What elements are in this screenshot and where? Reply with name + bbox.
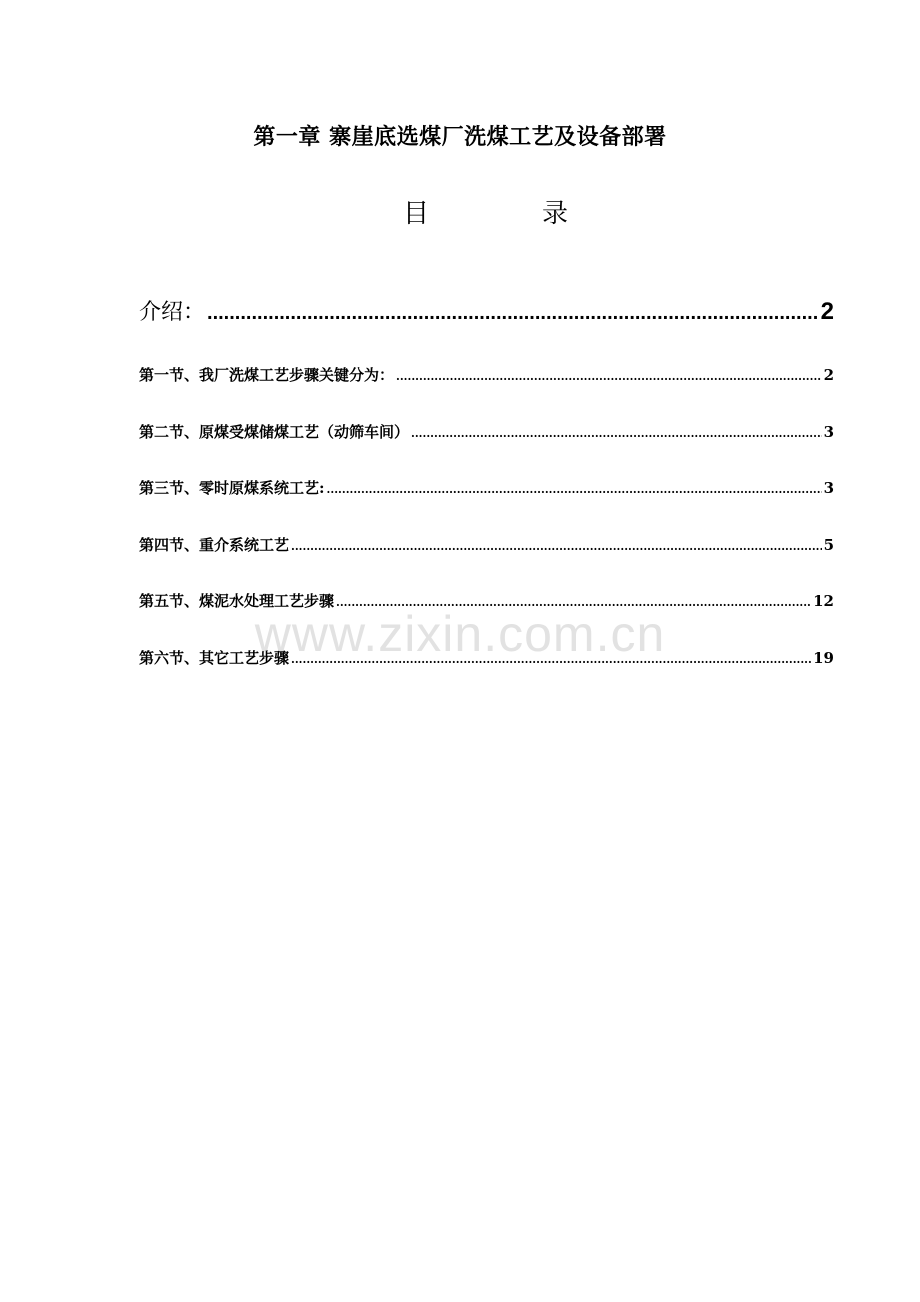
toc-dot-leader xyxy=(396,366,822,388)
toc-dot-leader xyxy=(207,297,819,329)
toc-entry-section-2[interactable] xyxy=(139,421,834,445)
toc-heading xyxy=(0,194,920,234)
toc-entry-label: 第四节、重介系统工艺 xyxy=(139,536,290,554)
toc-dot-leader xyxy=(411,423,822,445)
toc-entry-label: 第二节、原煤受煤储煤工艺（动筛车间） xyxy=(139,423,410,441)
toc-entry-section-6[interactable] xyxy=(139,647,834,671)
toc-entry-label: 第六节、其它工艺步骤 xyxy=(139,649,290,667)
toc-entry-page-number: 2 xyxy=(823,366,834,384)
toc-entry-page-number: 3 xyxy=(823,479,834,497)
toc-entry-label: 第五节、煤泥水处理工艺步骤 xyxy=(139,592,335,610)
toc-entry-label: 第一节、我厂洗煤工艺步骤关键分为： xyxy=(139,366,395,384)
toc-entry-section-3[interactable] xyxy=(139,477,834,501)
toc-entry-page-number: 3 xyxy=(823,423,834,441)
toc-entry-label: 第三节、零时原煤系统工艺: xyxy=(139,479,325,497)
toc-entry-intro[interactable] xyxy=(139,296,834,329)
toc-entry-page-number: 19 xyxy=(813,649,834,667)
toc-dot-leader xyxy=(291,649,811,671)
watermark: www.zixin.com.cn xyxy=(254,606,666,662)
toc-dot-leader xyxy=(291,536,822,558)
toc-entry-section-5[interactable] xyxy=(139,590,834,614)
chapter-title: 第一章 寨崖底选煤厂洗煤工艺及设备部署 xyxy=(253,124,667,150)
toc-entry-page-number: 2 xyxy=(820,298,834,325)
toc-heading-char-1: 目 xyxy=(403,199,430,229)
toc-dot-leader xyxy=(336,592,811,614)
toc-entry-page-number: 5 xyxy=(823,536,834,554)
toc-entry-label: 介绍： xyxy=(139,300,206,325)
toc-dot-leader xyxy=(327,479,822,501)
toc-entry-section-1[interactable] xyxy=(139,364,834,388)
toc-heading-char-2: 录 xyxy=(542,199,569,229)
toc-entry-section-4[interactable] xyxy=(139,534,834,558)
toc-entry-page-number: 12 xyxy=(813,592,834,610)
